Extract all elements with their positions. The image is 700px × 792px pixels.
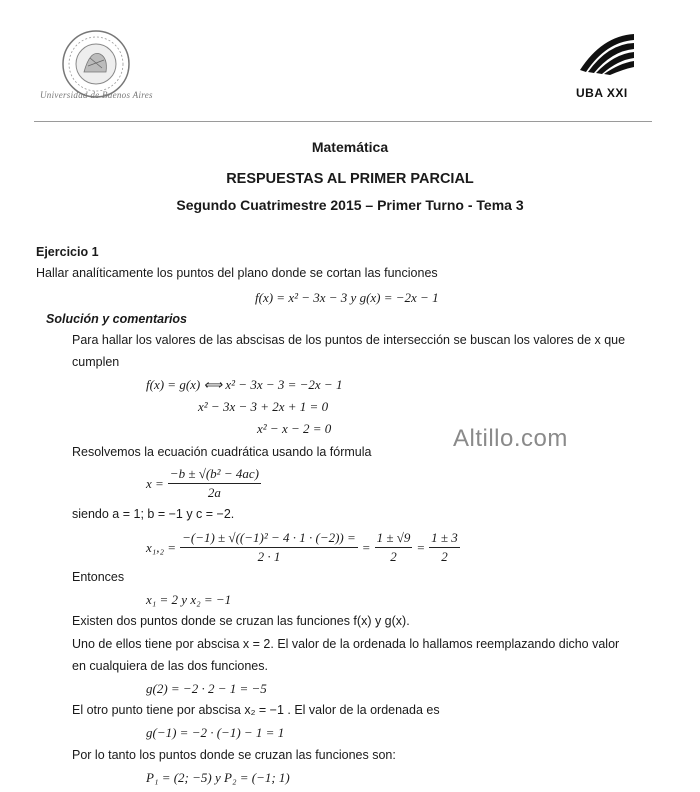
functions-equation: f(x) = x² − 3x − 3 y g(x) = −2x − 1 <box>255 290 439 305</box>
paragraph-8: Por lo tanto los puntos donde se cruzan las funciones son: <box>72 748 396 762</box>
x12-fraction-3 <box>429 530 460 565</box>
equation-g2: g(2) = −2 · 2 − 1 = −5 <box>146 681 267 696</box>
paragraph-7: El otro punto tiene por abscisa x₂ = −1 . El valor de la ordenada es <box>72 703 440 717</box>
roots-computation <box>146 530 460 565</box>
x12-equals-2: = <box>416 539 426 555</box>
equation-g-minus-1: g(−1) = −2 · (−1) − 1 = 1 <box>146 725 285 740</box>
header-divider <box>34 121 652 122</box>
equation-1: f(x) = g(x) ⟺ x² − 3x − 3 = −2x − 1 <box>146 377 343 392</box>
paragraph-4: Entonces <box>72 570 125 584</box>
equation-2: x² − 3x − 3 + 2x + 1 = 0 <box>198 399 329 414</box>
roots-result: x₁ = 2 y x₂ = −1 <box>146 592 232 607</box>
watermark: Altillo.com <box>453 425 568 452</box>
uba-xxi-text: UBA XXI <box>576 86 628 100</box>
solution-heading: Solución y comentarios <box>46 312 188 326</box>
x12-numerator-2: 1 ± √9 <box>375 530 413 548</box>
x12-equals-1: = <box>361 539 371 555</box>
x12-numerator-3: 1 ± 3 <box>429 530 460 548</box>
paragraph-5: Existen dos puntos donde se cruzan las funciones f(x) y g(x). <box>72 614 410 628</box>
x12-lhs: x₁,₂ = <box>146 539 177 555</box>
formula-numerator: −b ± √(b² − 4ac) <box>168 466 261 484</box>
paragraph-6: Uno de ellos tiene por abscisa x = 2. El valor de la ordenada lo hallamos reemplazando dicho valor <box>72 637 620 651</box>
paragraph-1b: cumplen <box>72 355 120 369</box>
exercise-heading: Ejercicio 1 <box>36 245 99 259</box>
paragraph-1: Para hallar los valores de las abscisas de los puntos de intersección se buscan los valores de x que <box>72 333 626 347</box>
equation-3: x² − x − 2 = 0 <box>257 421 332 436</box>
x12-fraction-1 <box>180 530 358 565</box>
formula-fraction <box>168 466 261 501</box>
intersection-points: P₁ = (2; −5) y P₂ = (−1; 1) <box>146 770 290 785</box>
formula-lhs: x = <box>146 475 164 491</box>
x12-denominator-2: 2 <box>390 549 397 564</box>
paragraph-3: siendo a = 1; b = −1 y c = −2. <box>72 507 235 521</box>
paragraph-2: Resolvemos la ecuación cuadrática usando la fórmula <box>72 445 372 459</box>
paragraph-6b: en cualquiera de las dos funciones. <box>72 659 268 673</box>
sub-title: Segundo Cuatrimestre 2015 – Primer Turno - Tema 3 <box>176 197 524 213</box>
uba-xxi-logo <box>572 30 640 88</box>
subject-title: Matemática <box>311 139 389 155</box>
university-caption: Universidad de Buenos Aires <box>40 90 153 100</box>
x12-fraction-2 <box>375 530 413 565</box>
x12-numerator-1: −(−1) ± √((−1)² − 4 · 1 · (−2)) = <box>180 530 358 548</box>
x12-denominator-1: 2 · 1 <box>257 549 281 564</box>
main-title: RESPUESTAS AL PRIMER PARCIAL <box>226 171 474 187</box>
x12-denominator-3: 2 <box>441 549 448 564</box>
quadratic-formula <box>146 466 261 501</box>
formula-denominator: 2a <box>207 485 221 500</box>
exercise-statement: Hallar analíticamente los puntos del plano donde se cortan las funciones <box>36 266 438 280</box>
